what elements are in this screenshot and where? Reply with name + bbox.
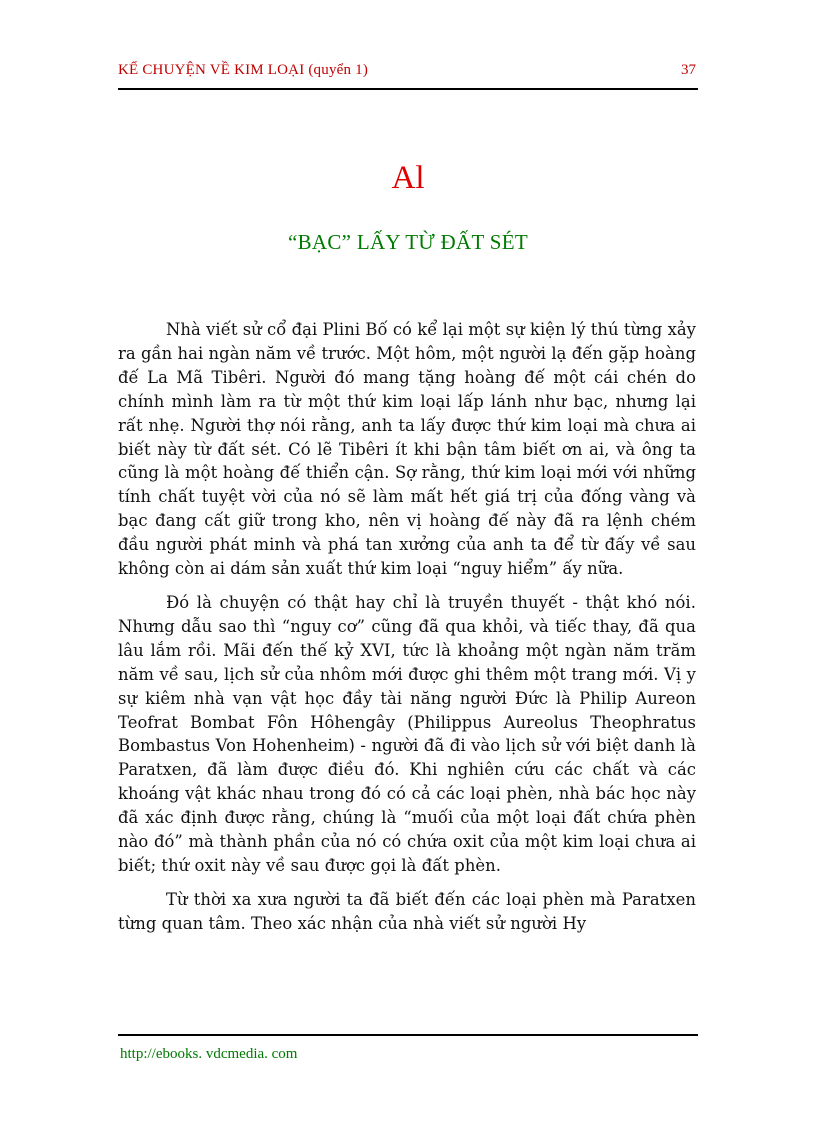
body-text [118,318,696,946]
paragraph-1: Nhà viết sử cổ đại Plini Bố có kể lại một sự kiện lý thú từng xảy ra gần hai ngàn năm về trước. Một hôm, một người lạ đến gặp hoàng đế La Mã Tibêri. Người đó mang tặng hoàng đế một cái chén do chính mình làm ra từ một thứ kim loại lấp lánh như bạc, nhưng lại rất nhẹ. Người thợ nói rằng, anh ta lấy được thứ kim loại mà chưa ai biết này từ đất sét. Có lẽ Tibêri ít khi bận tâm biết ơn ai, và ông ta cũng là một hoàng đế thiển cận. Sợ rằng, thứ kim loại mới với những tính chất tuyệt vời của nó sẽ làm mất hết giá trị của đống vàng và bạc đang cất giữ trong kho, nên vị hoàng đế này đã ra lệnh chém đầu người phát minh và phá tan xưởng của anh ta để từ đấy về sau không còn ai dám sản xuất thứ kim loại “nguy hiểm” ấy nữa. [118,320,696,579]
paragraph-3: Từ thời xa xưa người ta đã biết đến các loại phèn mà Paratxen từng quan tâm. Theo xác nhận của nhà viết sử người Hy [118,889,696,933]
chapter-title: Al [391,160,425,196]
page-number: 37 [681,62,696,78]
footer-link[interactable]: http://ebooks. vdcmedia. com [120,1046,298,1062]
page-header [118,62,698,90]
book-title: KỂ CHUYỆN VỀ KIM LOẠI (quyển 1) [118,62,369,78]
page-footer [118,1034,698,1062]
section-title: “BẠC” LẤY TỪ ĐẤT SÉT [287,230,529,254]
paragraph-2: Đó là chuyện có thật hay chỉ là truyền thuyết - thật khó nói. Nhưng dẫu sao thì “nguy cơ” cũng đã qua khỏi, và tiếc thay, đã qua lâu lắm rồi. Mãi đến thế kỷ XVI, tức là khoảng một ngàn năm trăm năm về sau, lịch sử của nhôm mới được ghi thêm một trang mới. Vị y sự kiêm nhà vạn vật học đầy tài năng người Đức là Philip Aureon Teofrat Bombat Fôn Hôhengây (Philippus Aureolus Theophratus Bombastus Von Hohenheim) - người đã đi vào lịch sử với biệt danh là Paratxen, đã làm được điều đó. Khi nghiên cứu các chất và các khoáng vật khác nhau trong đó có cả các loại phèn, nhà bác học này đã xác định được rằng, chúng là “muối của một loại đất chứa phèn nào đó” mà thành phần của nó có chứa oxit của một kim loại chưa ai biết; thứ oxit này về sau được gọi là đất phèn. [118,592,696,875]
